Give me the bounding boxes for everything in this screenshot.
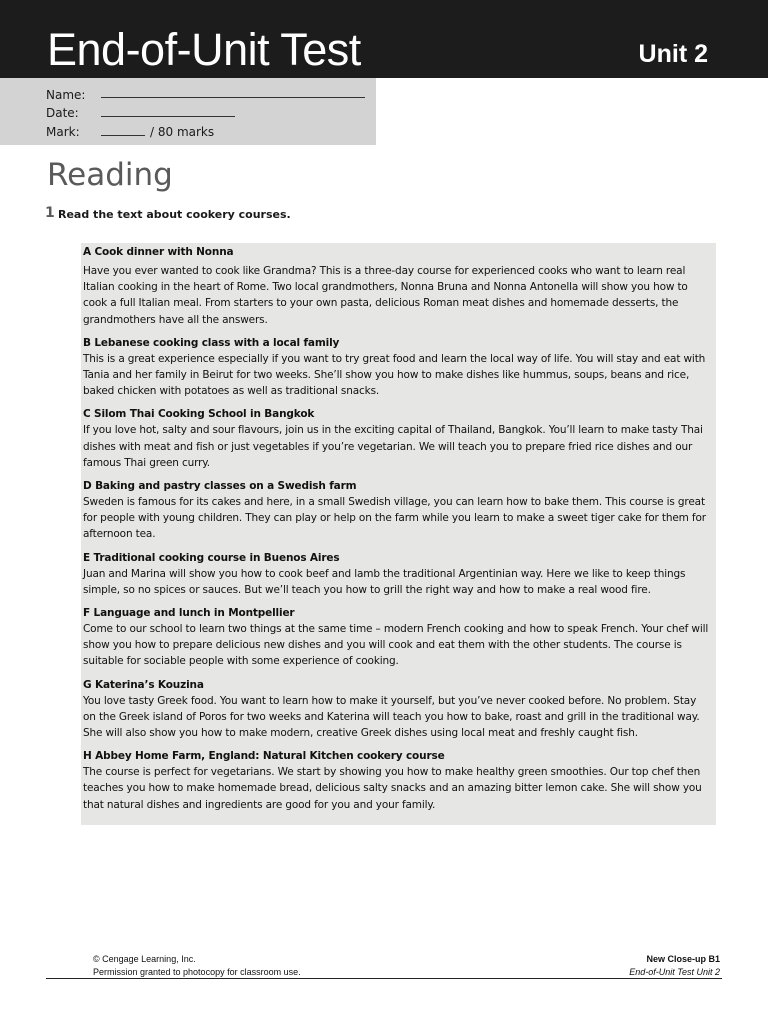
course-title: C Silom Thai Cooking School in Bangkok	[83, 408, 315, 421]
course-item	[83, 677, 712, 742]
course-description: Sweden is famous for its cakes and here, in a small Swedish village, you can learn how to bake them. This course is great for people with young children. They can play or help on the farm while you learn to make a sweet tiger cake for them for afternoon tea.	[83, 496, 706, 541]
date-label: Date:	[46, 106, 79, 120]
mark-label: Mark:	[46, 125, 80, 139]
course-title: B Lebanese cooking class with a local family	[83, 336, 340, 349]
mark-line	[101, 135, 145, 136]
course-title: A Cook dinner with Nonna	[83, 246, 234, 258]
section-heading: Reading	[47, 157, 173, 193]
footer-divider	[46, 978, 722, 979]
footer-copyright	[93, 953, 301, 978]
course-item	[83, 605, 712, 670]
course-item	[83, 244, 712, 328]
course-description: Have you ever wanted to cook like Grandma? This is a three-day course for experienced cooks who want to learn real Italian cooking in the heart of Rome. Two local grandmothers, Nonna Bruna and Nonna Antonella will show you how to cook a full Italian meal. From starters to your own pasta, delicious Roman meat dishes and homemade desserts, the grandmothers have all the answers.	[83, 265, 688, 326]
course-item	[83, 478, 712, 543]
page-title: End-of-Unit Test	[47, 24, 361, 75]
course-description: The course is perfect for vegetarians. We start by showing you how to make healthy green smoothies. Our top chef then teaches you how to make homemade bread, delicious salty snacks and an amazing bitter lemon cake. She will show you that natural dishes and ingredients are good for you and your family.	[83, 766, 702, 811]
footer-book-info	[629, 953, 720, 978]
question-instruction: Read the text about cookery courses.	[58, 208, 291, 221]
mark-total: / 80 marks	[150, 125, 215, 139]
test-name: End-of-Unit Test Unit 2	[629, 966, 720, 977]
unit-label: Unit 2	[638, 40, 708, 68]
course-item	[83, 748, 712, 813]
date-line	[101, 116, 235, 117]
course-description: You love tasty Greek food. You want to learn how to make it yourself, but you’ve never cooked before. No problem. Stay on the Greek island of Poros for two weeks and Katerina will teach you how to bake, roast and grill in the traditional way. She will also show you how to make modern, creative Greek dishes using local meat and freshly caught fish.	[83, 694, 700, 740]
reading-text-panel	[81, 243, 716, 825]
copyright-text: © Cengage Learning, Inc.	[93, 954, 196, 964]
name-line	[101, 97, 365, 98]
course-item	[83, 335, 712, 400]
question-number: 1	[45, 205, 55, 221]
course-title: H Abbey Home Farm, England: Natural Kitchen cookery course	[83, 750, 445, 763]
book-title: New Close-up B1	[646, 954, 720, 964]
course-description: Come to our school to learn two things at the same time – modern French cooking and how to speak French. Your chef will show you how to prepare delicious new dishes and you will cook and eat them with the other students. The course is suitable for sociable people with some experience of cooking.	[83, 623, 709, 668]
course-title: F Language and lunch in Montpellier	[83, 607, 295, 620]
course-item	[83, 406, 712, 471]
course-description: This is a great experience especially if you want to try great food and learn the local way of life. You will stay and eat with Tania and her family in Beirut for two weeks. She’ll show you how to make dishes like hummus, soups, beans and rice, baked chicken with potatoes as well as traditional snacks.	[83, 352, 706, 398]
course-title: E Traditional cooking course in Buenos Aires	[83, 551, 340, 564]
course-title: G Katerina’s Kouzina	[83, 678, 204, 691]
course-description: Juan and Marina will show you how to cook beef and lamb the traditional Argentinian way. Here we like to keep things simple, so no spices or sauces. But we’ll teach you how to grill the right way and how to make a real wood fire.	[83, 567, 686, 596]
course-title: D Baking and pastry classes on a Swedish farm	[83, 480, 357, 493]
course-description: If you love hot, salty and sour flavours, join us in the exciting capital of Thailand, Bangkok. You’ll learn to make tasty Thai dishes with meat and fish or just vegetables if you’re vegetarian. We will teach you to prepare fried rice dishes and our famous Thai green curry.	[83, 424, 703, 469]
permission-text: Permission granted to photocopy for classroom use.	[93, 966, 301, 977]
header-bar	[0, 0, 768, 78]
course-item	[83, 550, 712, 598]
name-label: Name:	[46, 88, 86, 102]
